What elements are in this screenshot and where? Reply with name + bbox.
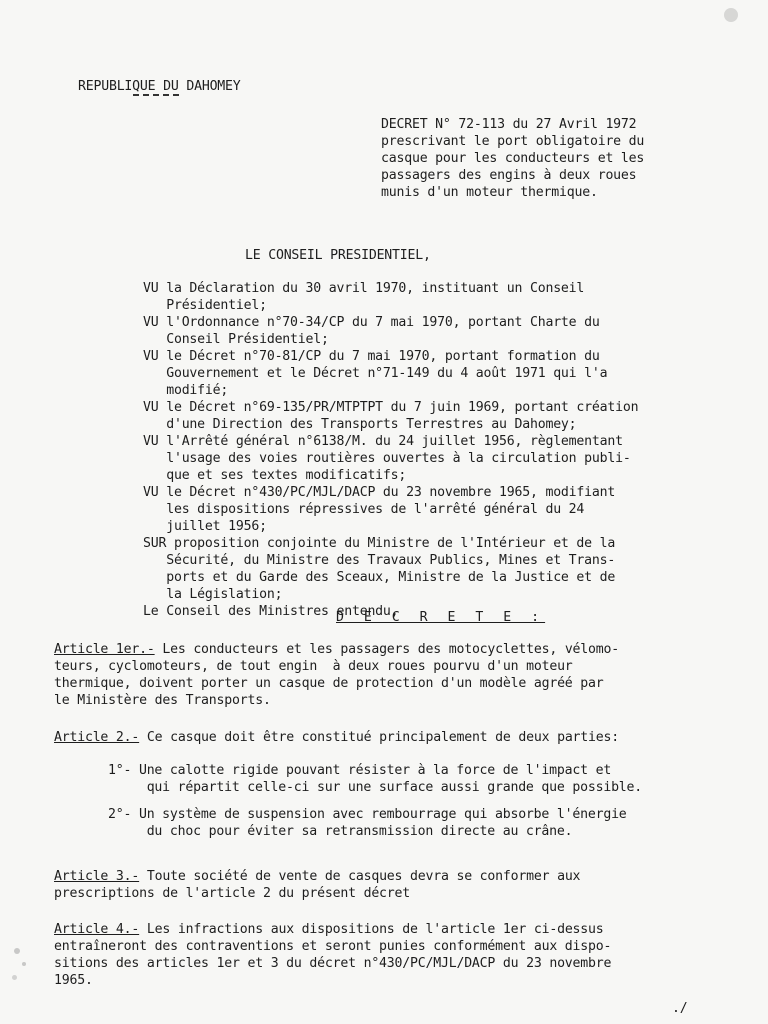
visa-line: la Législation;: [143, 587, 283, 602]
article-text: entraîneront des contraventions et seront punies conformément aux dispo-: [54, 939, 612, 954]
visa-block: [143, 280, 638, 620]
point-text: qui répartit celle-ci sur une surface aussi grande que possible.: [108, 780, 643, 795]
visa-line: Sécurité, du Ministre des Travaux Publics, Mines et Trans-: [143, 553, 616, 568]
point-text: 1°- Une calotte rigide pouvant résister à la force de l'impact et: [108, 763, 612, 778]
point-text: 2°- Un système de suspension avec rembourrage qui absorbe l'énergie: [108, 807, 627, 822]
visa-line: l'usage des voies routières ouvertes à la circulation publi-: [143, 451, 631, 466]
visa-line: juillet 1956;: [143, 519, 267, 534]
article-label: Article 4.-: [54, 922, 140, 937]
article-text: le Ministère des Transports.: [54, 693, 271, 708]
decree-title: DECRET N° 72-113 du 27 Avril 1972: [381, 117, 637, 132]
scan-speck: [14, 948, 20, 954]
article-1: [54, 641, 619, 709]
visa-line: VU l'Arrêté général n°6138/M. du 24 juillet 1956, règlementant: [143, 434, 623, 449]
article-label: Article 3.-: [54, 869, 140, 884]
article-text: Les conducteurs et les passagers des motocyclettes, vélomo-: [154, 642, 619, 657]
decree-subtitle-line: munis d'un moteur thermique.: [381, 185, 598, 200]
article-2-point-1: [108, 762, 642, 796]
visa-line: VU l'Ordonnance n°70-34/CP du 7 mai 1970, portant Charte du: [143, 315, 600, 330]
heading-underline: [133, 94, 179, 96]
article-2: [54, 729, 619, 746]
decree-header: [381, 116, 644, 201]
visa-line: que et ses textes modificatifs;: [143, 468, 407, 483]
article-text: Ce casque doit être constitué principalement de deux parties:: [139, 730, 619, 745]
visa-line: Gouvernement et le Décret n°71-149 du 4 août 1971 qui l'a: [143, 366, 608, 381]
visa-line: ports et du Garde des Sceaux, Ministre de la Justice et de: [143, 570, 616, 585]
article-3: [54, 868, 580, 902]
point-text: du choc pour éviter sa retransmission directe au crâne.: [108, 824, 573, 839]
page-continuation-mark: ./: [672, 1001, 688, 1016]
article-text: 1965.: [54, 973, 93, 988]
decrete-heading: D E C R E T E :: [336, 610, 546, 625]
visa-line: VU le Décret n°69-135/PR/MTPTPT du 7 juin 1969, portant création: [143, 400, 639, 415]
decree-subtitle-line: passagers des engins à deux roues: [381, 168, 637, 183]
scan-speck: [724, 8, 738, 22]
article-text: Les infractions aux dispositions de l'article 1er ci-dessus: [139, 922, 604, 937]
conseil-heading: LE CONSEIL PRESIDENTIEL,: [245, 248, 431, 263]
article-text: prescriptions de l'article 2 du présent décret: [54, 886, 411, 901]
article-text: sitions des articles 1er et 3 du décret n°430/PC/MJL/DACP du 23 novembre: [54, 956, 612, 971]
article-label: Article 1er.-: [54, 642, 155, 657]
visa-line: Présidentiel;: [143, 298, 267, 313]
visa-line: les dispositions répressives de l'arrêté général du 24: [143, 502, 585, 517]
visa-line: Le Conseil des Ministres entendu,: [143, 604, 399, 619]
visa-line: d'une Direction des Transports Terrestres au Dahomey;: [143, 417, 577, 432]
decree-subtitle-line: prescrivant le port obligatoire du: [381, 134, 645, 149]
scan-speck: [12, 975, 17, 980]
article-text: teurs, cyclomoteurs, de tout engin à deux roues pourvu d'un moteur: [54, 659, 573, 674]
visa-line: Conseil Présidentiel;: [143, 332, 329, 347]
visa-line: VU le Décret n°430/PC/MJL/DACP du 23 novembre 1965, modifiant: [143, 485, 616, 500]
visa-line: SUR proposition conjointe du Ministre de l'Intérieur et de la: [143, 536, 616, 551]
visa-line: VU le Décret n°70-81/CP du 7 mai 1970, portant formation du: [143, 349, 600, 364]
article-label: Article 2.-: [54, 730, 140, 745]
visa-line: modifié;: [143, 383, 229, 398]
republic-heading: REPUBLIQUE DU DAHOMEY: [78, 79, 241, 94]
decree-subtitle-line: casque pour les conducteurs et les: [381, 151, 645, 166]
scan-speck: [22, 962, 26, 966]
visa-line: VU la Déclaration du 30 avril 1970, instituant un Conseil: [143, 281, 585, 296]
article-text: Toute société de vente de casques devra se conformer aux: [139, 869, 581, 884]
article-4: [54, 921, 611, 989]
article-text: thermique, doivent porter un casque de protection d'un modèle agréé par: [54, 676, 604, 691]
article-2-point-2: [108, 806, 627, 840]
